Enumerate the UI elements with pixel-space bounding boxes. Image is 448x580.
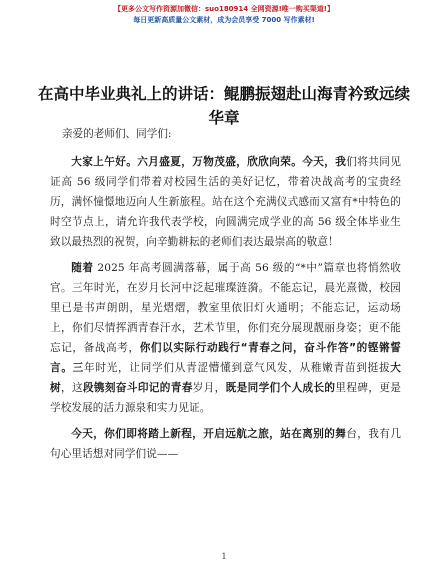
paragraph-2-bold-milestone: 既是同学们个人成长的 [225, 382, 336, 394]
paragraph-2-text-growth: 年时光，让同学们从青涩懵懂到意气风发，从稚嫩青苗到挺拔 [84, 362, 391, 374]
paragraph-2-bold-tree: 大树 [50, 362, 401, 394]
paragraph-2-bold-youth: 段镌刻奋斗印记的青春 [82, 382, 193, 394]
promo-banner [0, 4, 448, 26]
document-body [50, 124, 401, 470]
paragraph-3-text: 台，我有几句心里话想对同学们说—— [50, 428, 402, 460]
document-title: 在高中毕业典礼上的讲话：鲲鹏振翅赴山海青衿致远续华章 [37, 85, 410, 127]
paragraph-2-text-end: 里程碑，更是学校发展的活力源泉和实力见证。 [50, 382, 401, 414]
paragraph-1-bold: 大家上午好。六月盛夏，万物茂盛，欣欣向荣。今天，我 [71, 156, 347, 168]
paragraph-3-bold: 今天，你们即将踏上新程，开启远航之旅，站在离别的舞 [71, 428, 347, 440]
paragraph-1-text: 们将共同见证高 56 级同学们带着对校园生活的美好记忆，带着决战高考的宝贵经历，满怀憧憬地迈向人生新旅程。站在这个充满仪式感而又富有*中特色的时空节点上，请允许我代表学校，向圆满完成学业的高 56 级全体毕业生致以最热烈的祝贺，向辛勤耕耘的老师们表达最崇高的敬意！ [50, 156, 402, 248]
paragraph-2-bold-lead: 随着 [71, 262, 94, 274]
promo-banner-line-2: 每日更新高质量公文素材，成为会员享受 7000 写作素材! [133, 16, 315, 24]
salutation: 亲爱的老师们、同学们: [62, 128, 172, 140]
paragraph-2-text-comma: ，这 [60, 382, 83, 394]
paragraph-2 [50, 258, 401, 418]
promo-banner-line-1: 【更多公文写作资源加微信：suo180914 全网资源!唯一购买渠道!】 [113, 5, 334, 13]
paragraph-1 [50, 152, 401, 252]
page-number: 1 [221, 552, 227, 561]
paragraph-3 [50, 424, 401, 464]
paragraph-2-bold-oath: 你们以实际行动践行“青春之问，奋斗作答”的铿锵誓言。三 [50, 342, 401, 374]
paragraph-2-text: 2025 年高考圆满落幕，属于高 56 级的“*中”篇章也将悄然收官。三年时光，在岁月长河中泛起璀璨涟漪。不能忘记，晨光熹微，校园里已是书声朗朗，星光熠熠，教室里依旧灯火通明；不能忘记，运动场上，你们尽情挥洒青春汗水，艺术节里，你们充分展现靓丽身姿；更不能忘记，备战高考， [50, 262, 401, 354]
paragraph-2-text-years: 岁月， [192, 382, 226, 394]
